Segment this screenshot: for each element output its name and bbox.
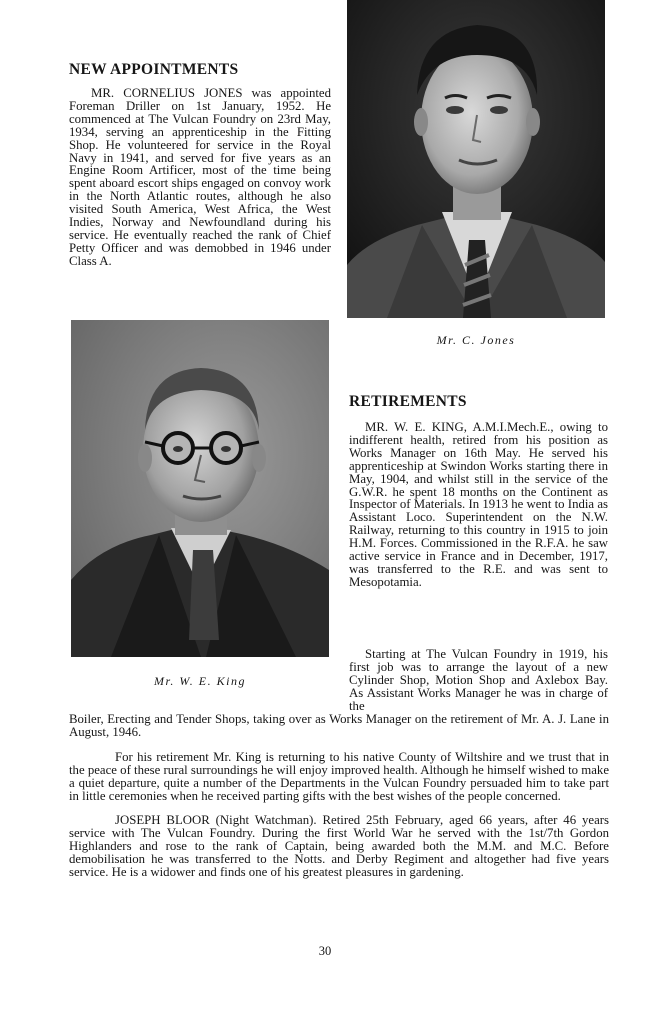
appointments-section <box>69 61 331 268</box>
king-portrait <box>71 320 329 657</box>
page-number: 30 <box>318 944 332 958</box>
retirements-section <box>349 393 608 589</box>
king-paragraph-2-start-block <box>349 648 608 713</box>
appointments-heading: NEW APPOINTMENTS <box>69 61 239 78</box>
retirements-heading: RETIREMENTS <box>349 393 467 410</box>
king-portrait-image <box>71 320 329 657</box>
king-caption: Mr. W. E. King <box>154 674 246 688</box>
bloor-paragraph: JOSEPH BLOOR (Night Watchman). Retired 25th February, aged 66 years, after 46 years service with The Vulcan Foundry. During the first World War he served with the 1st/7th Gordon Highlanders and rose to the rank of Captain, being awarded both the M.M. and M.C. Before demobilisation he was transferred to the Notts. and Derby Regiment and altogether had five years service. He is a widower and finds one of his greatest pleasures in gardening. <box>69 813 609 880</box>
appointments-paragraph: MR. CORNELIUS JONES was appointed Foreman Driller on 1st January, 1952. He commenced at The Vulcan Foundry on 23rd May, 1934, serving an apprenticeship in the Fitting Shop. He volunteered for service in the Royal Navy in 1941, and served for five years as an Engine Room Artificer, most of the time being spent aboard escort ships engaged on convoy work in the North Atlantic routes, although he also visited South America, West Africa, the West Indies, Norway and Newfoundland during his service. He eventually reached the rank of Chief Petty Officer and was demobbed in 1946 under Class A. <box>69 86 331 268</box>
king-paragraph-2-end: Boiler, Erecting and Tender Shops, taking over as Works Manager on the retirement of Mr. A. J. Lane in August, 1946. <box>69 712 609 739</box>
king-paragraph-2-start: Starting at The Vulcan Foundry in 1919, his first job was to arrange the layout of a new Cylinder Shop, Motion Shop and Axlebox Bay. As Assistant Works Manager he was in charge of the <box>349 647 608 713</box>
lower-text-block <box>69 713 609 879</box>
jones-portrait <box>347 0 605 318</box>
jones-portrait-image <box>347 0 605 318</box>
king-paragraph-1: MR. W. E. KING, A.M.I.Mech.E., owing to indifferent health, retired from his position as Works Manager on 16th May. He served his apprenticeship at Swindon Works starting there in May, 1904, and whilst still in the service of the G.W.R. he spent 18 months on the Continent as Inspector of Materials. In 1913 he went to India as Assistant Loco. Superintendent on the N.W. Railway, returning to this country in 1915 to join H.M. Forces. Commissioned in the R.F.A. he saw active service in France and in December, 1917, was transferred to the R.E. and was sent to Mesopotamia. <box>349 420 608 589</box>
king-paragraph-3: For his retirement Mr. King is returning to his native County of Wiltshire and we trust that in the peace of these rural surroundings he will enjoy improved health. Although he himself wished to make a quiet departure, quite a number of the Departments in the Vulcan Foundry persuaded him to take part in little ceremonies when he received parting gifts with the best wishes of the people concerned. <box>69 749 609 803</box>
jones-caption: Mr. C. Jones <box>436 333 516 347</box>
